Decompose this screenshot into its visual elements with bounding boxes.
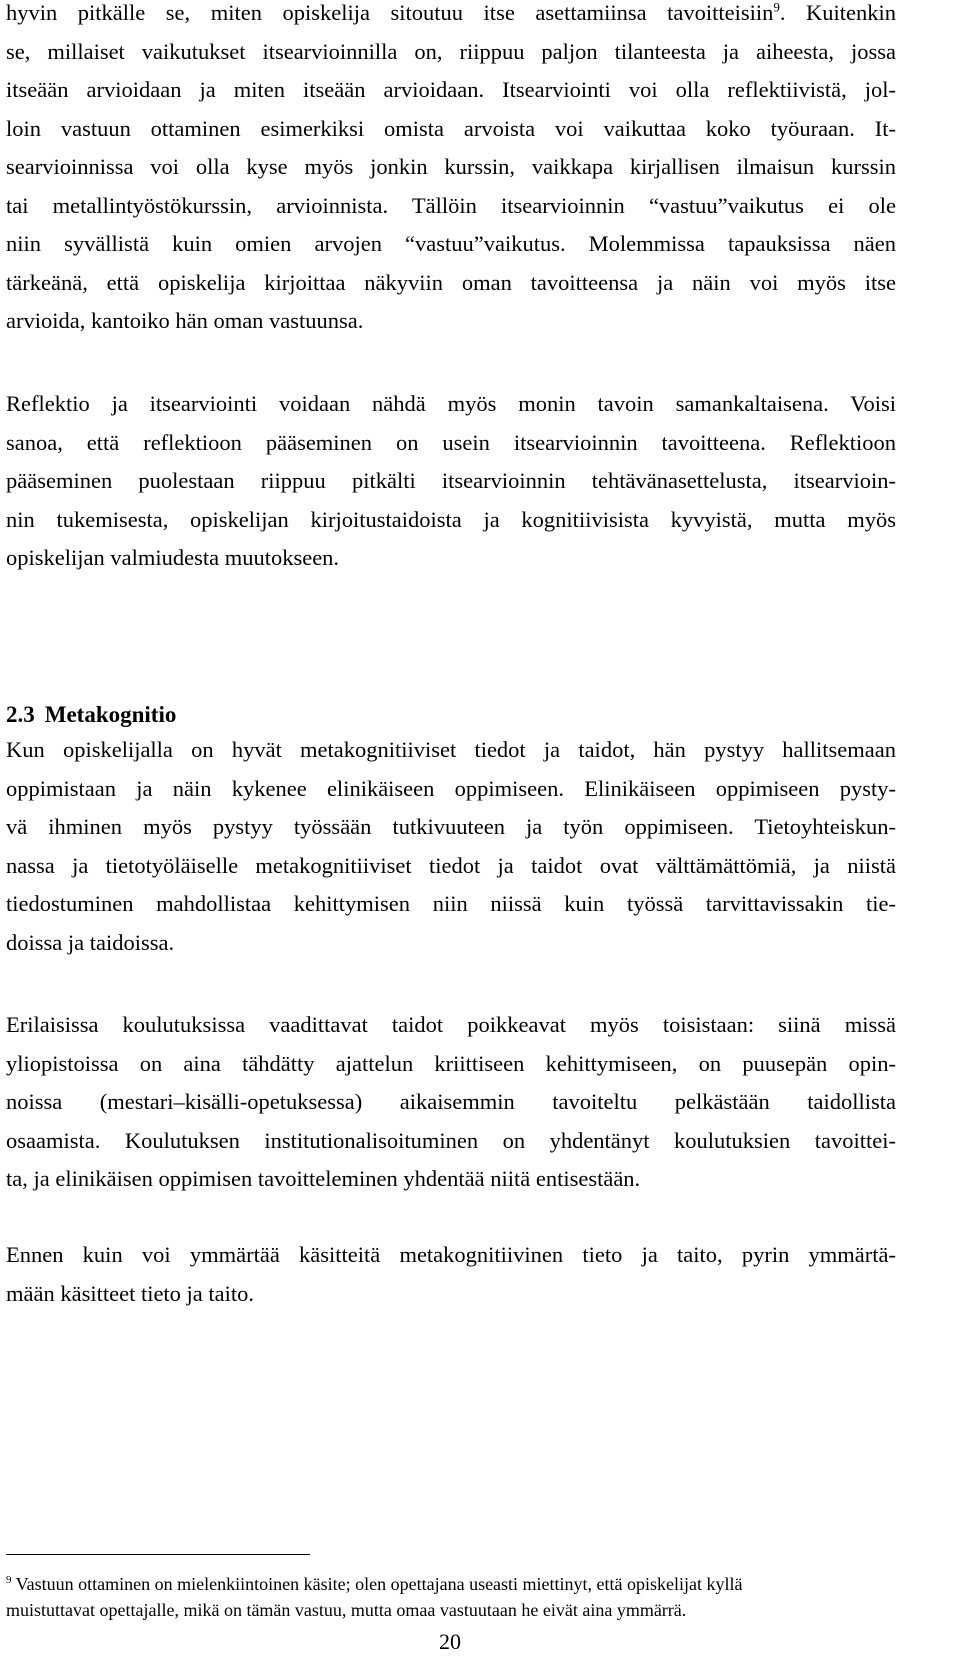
text-line: doissa ja taidoissa.	[6, 929, 175, 955]
footnote	[6, 1571, 896, 1623]
text-line: se, millaiset vaikutukset itsearvioinnilla on, riippuu paljon tilanteesta ja aiheesta, jossa	[6, 38, 896, 64]
footnote-separator	[6, 1554, 310, 1555]
footnote-marker: 9	[6, 1574, 12, 1586]
paragraph-4	[6, 1006, 896, 1199]
text-line: vä ihminen myös pystyy työssään tutkivuuteen ja työn oppimiseen. Tietoyhteiskun-	[6, 814, 896, 839]
text-line: mään käsitteet tieto ja taito.	[6, 1280, 255, 1306]
section-number: 2.3	[6, 702, 35, 727]
text-line: opiskelijan valmiudesta muutokseen.	[6, 545, 340, 570]
text-line: Kun opiskelijalla on hyvät metakognitiiviset tiedot ja taidot, hän pystyy hallitsemaan	[6, 737, 896, 762]
footnote-line: $^9$ Vastuun ottaminen on mielenkiintoinen käsite; olen opettajana useasti miettinyt, että opiskelijat kyllä	[6, 1574, 743, 1594]
text-line: tai metallintyöstökurssin, arvioinnista. Tällöin itsearvioinnin “vastuu”vaikutus ei ole	[6, 192, 896, 218]
footnote-line: muistuttavat opettajalle, mikä on tämän vastuu, mutta omaa vastuutaan he eivät aina ymmärrä.	[6, 1600, 687, 1620]
section-title: Metakognitio	[44, 702, 177, 727]
text-line: tärkeänä, että opiskelija kirjoittaa näkyviin oman tavoitteensa ja näin voi myös itse	[6, 269, 896, 295]
text-line: Reflektio ja itsearviointi voidaan nähdä myös monin tavoin samankaltaisena. Voisi	[6, 391, 896, 416]
text-line: itseään arvioidaan ja miten itseään arvioidaan. Itsearviointi voi olla reflektiivistä, jol-	[6, 77, 896, 102]
paragraph-1	[6, 0, 896, 341]
text-line: niin syvällistä kuin omien arvojen “vastuu”vaikutus. Molemmissa tapauksissa näen	[6, 231, 896, 256]
text-line: arvioida, kantoiko hän oman vastuunsa.	[6, 308, 364, 333]
paragraph-5	[6, 1236, 896, 1313]
text-line: searvioinnissa voi olla kyse myös jonkin kurssin, vaikkapa kirjallisen ilmaisun kurssin	[6, 154, 896, 179]
footnote-reference[interactable]: 9	[773, 0, 780, 15]
text-line: nin tukemisesta, opiskelijan kirjoitustaidoista ja kognitiivisista kyvyistä, mutta myös	[6, 506, 896, 532]
text-line: loin vastuun ottaminen esimerkiksi omista arvoista voi vaikuttaa koko työuraan. It-	[6, 115, 896, 141]
text-line: oppimistaan ja näin kykenee elinikäiseen oppimiseen. Elinikäiseen oppimiseen pysty-	[6, 775, 896, 801]
text-line: Erilaisissa koulutuksissa vaadittavat taidot poikkeavat myös toisistaan: siinä missä	[6, 1012, 896, 1037]
text-line: sanoa, että reflektioon pääseminen on usein itsearvioinnin tavoitteena. Reflektioon	[6, 429, 896, 455]
text-line: noissa (mestari–kisälli-opetuksessa) aikaisemmin tavoiteltu pelkästään taidollista	[6, 1089, 896, 1114]
text-line: nassa ja tietotyöläiselle metakognitiiviset tiedot ja taidot ovat välttämättömiä, ja niistä	[6, 852, 896, 878]
text-line: pääseminen puolestaan riippuu pitkälti itsearvioinnin tehtävänasettelusta, itsearvioin-	[6, 468, 896, 493]
text-line: osaamista. Koulutuksen institutionalisoituminen on yhdentänyt koulutuksien tavoittei-	[6, 1127, 896, 1153]
paragraph-2	[6, 385, 896, 578]
text-line: yliopistoissa on aina tähdätty ajattelun kriittiseen kehittymiseen, on puusepän opin-	[6, 1050, 896, 1076]
section-heading	[6, 700, 176, 730]
text-line: ta, ja elinikäisen oppimisen tavoitteleminen yhdentää niitä entisestään.	[6, 1166, 641, 1191]
text-line: Ennen kuin voi ymmärtää käsitteitä metakognitiivinen tieto ja taito, pyrin ymmärtä-	[6, 1242, 896, 1267]
text-line: hyvin pitkälle se, miten opiskelija sitoutuu itse asettamiinsa tavoitteisiin$^9$. Kuitenkin	[6, 0, 896, 25]
paragraph-3	[6, 731, 896, 962]
page-number: 20	[439, 1629, 461, 1654]
text-line: tiedostuminen mahdollistaa kehittymisen niin niissä kuin työssä tarvittavissakin tie-	[6, 891, 896, 916]
